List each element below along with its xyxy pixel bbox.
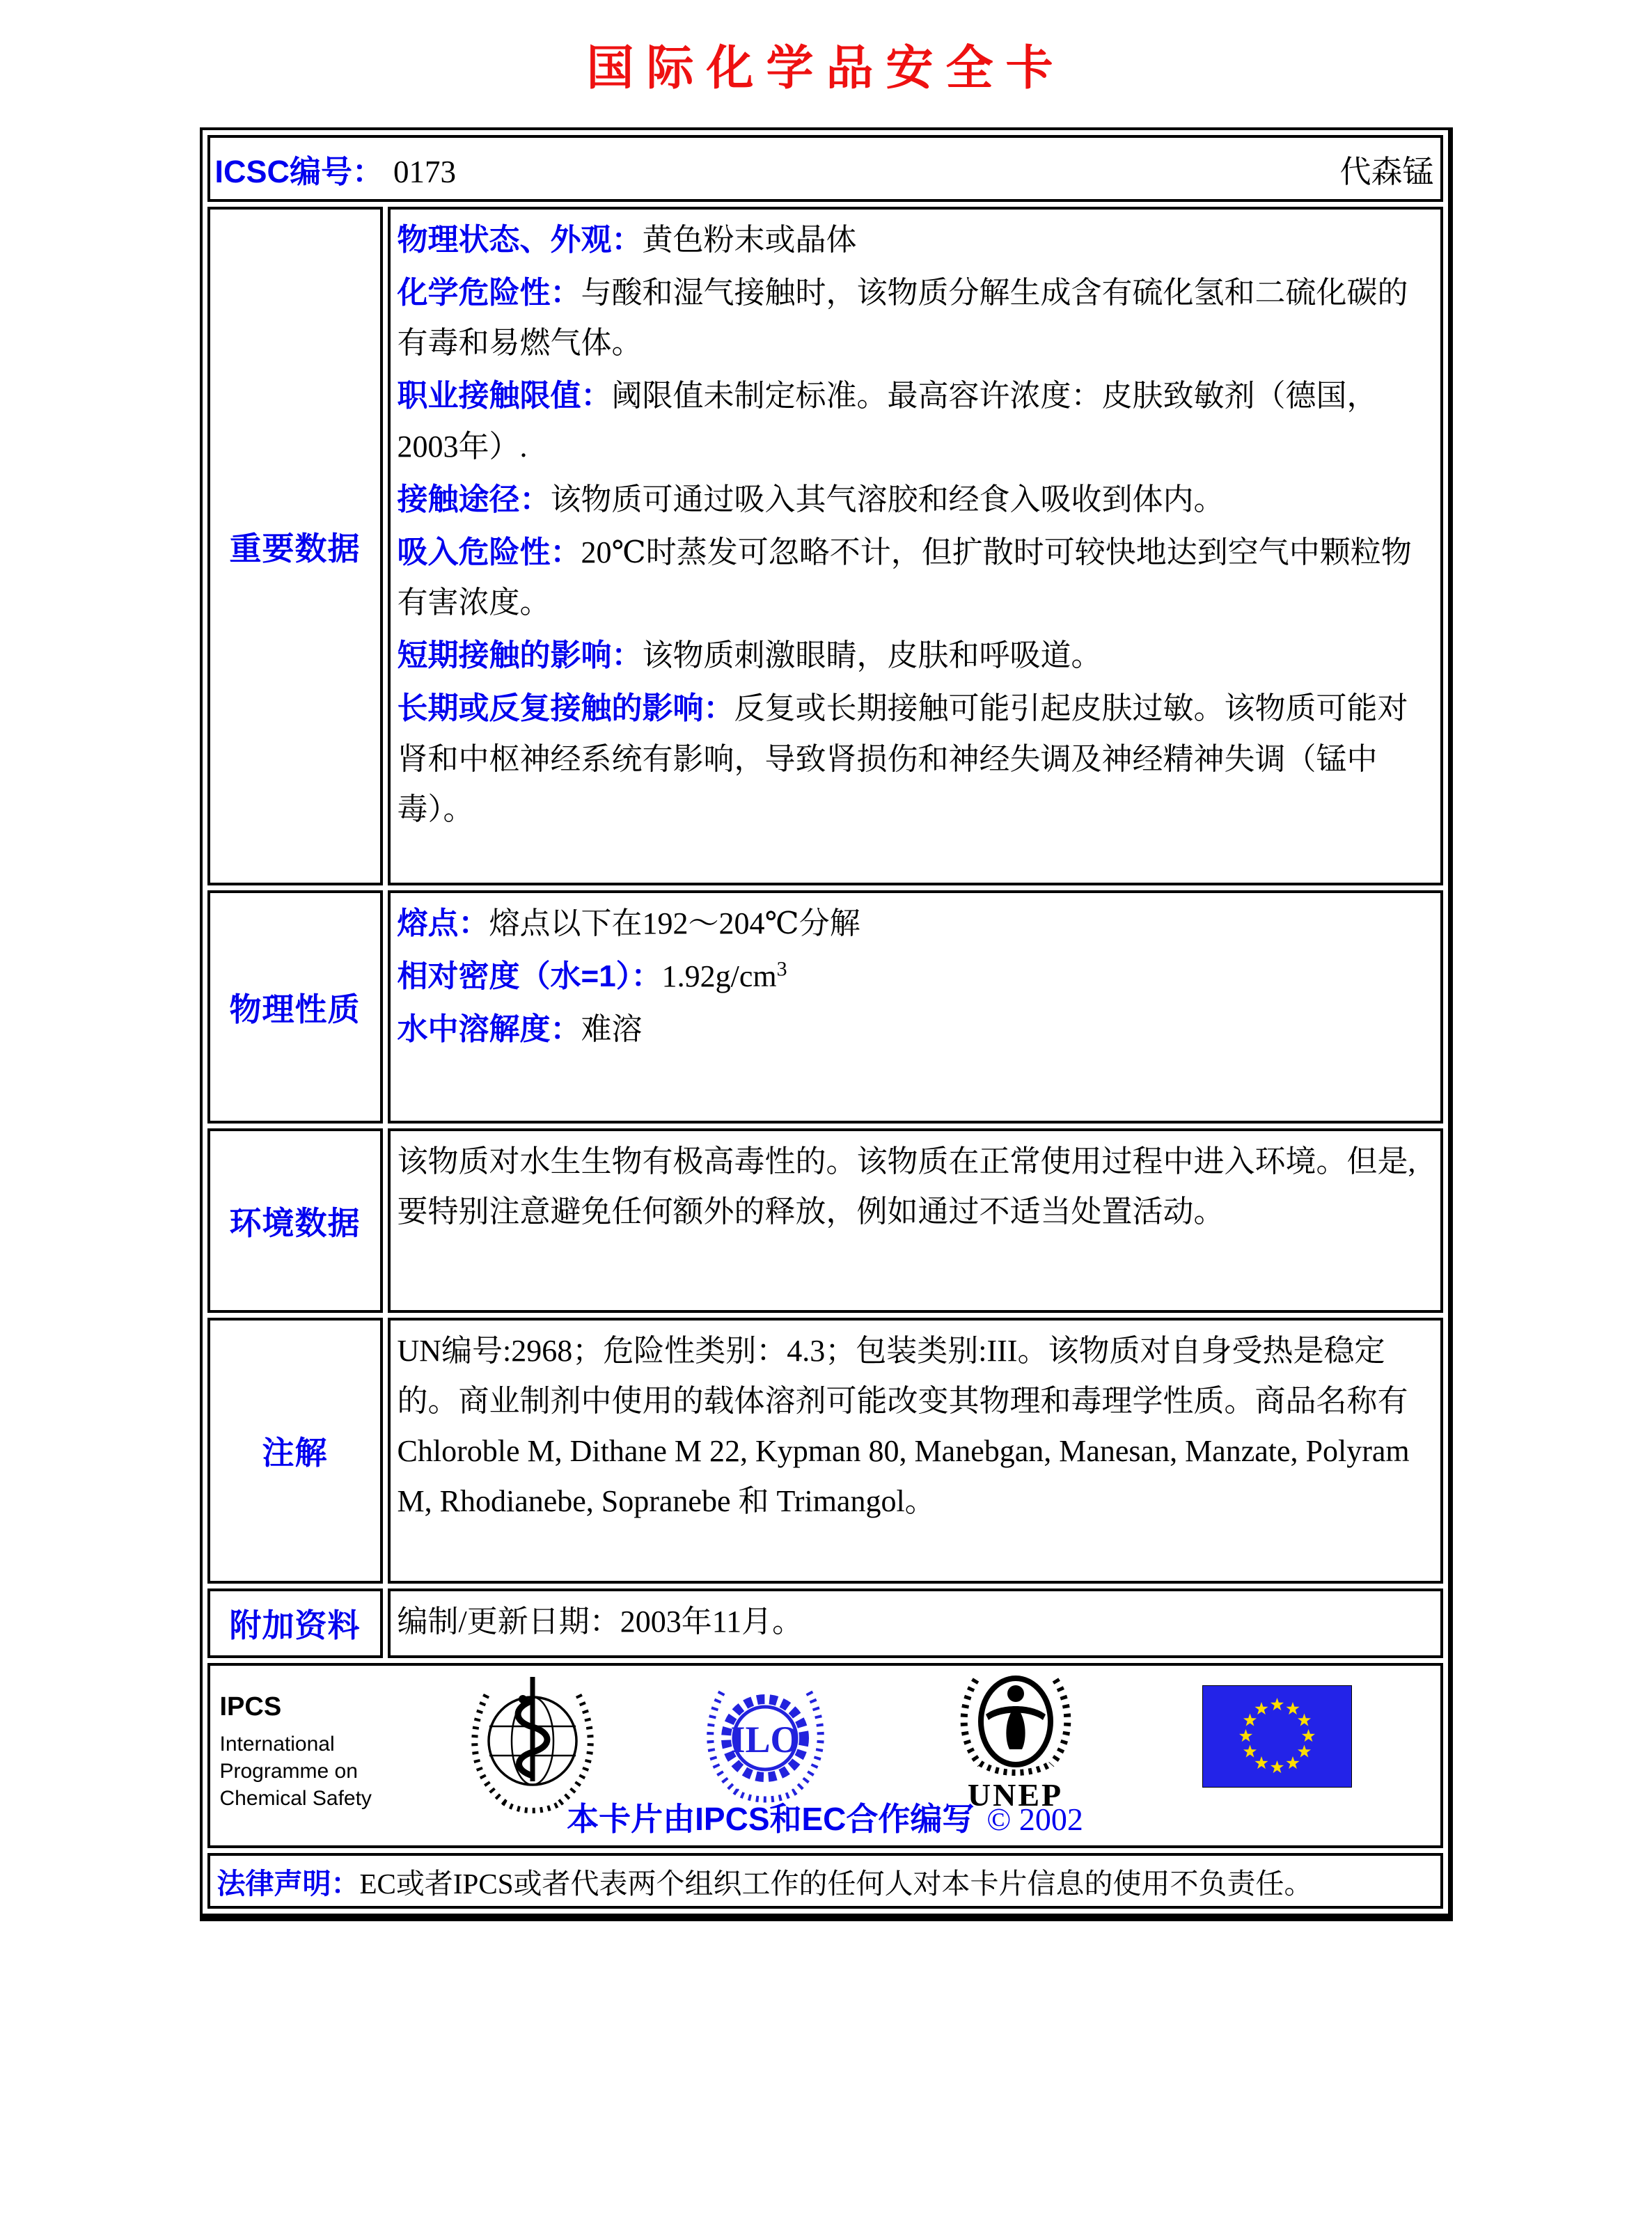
section-label-environmental-data: 环境数据 — [207, 1128, 383, 1313]
section-label-additional-info: 附加资料 — [207, 1588, 383, 1658]
header-cell — [207, 135, 1443, 202]
additional-info-text: 编制/更新日期：2003年11月。 — [397, 1605, 803, 1639]
physical-item: 熔点：熔点以下在192～204℃分解 — [397, 906, 860, 940]
legal-cell — [207, 1853, 1443, 1909]
ilo-logo-icon — [701, 1677, 830, 1806]
section-label-notes: 注解 — [207, 1318, 383, 1584]
chemical-name: 代森锰 — [1339, 154, 1434, 189]
notes-content — [388, 1318, 1443, 1584]
legal-text: EC或者IPCS或者代表两个组织工作的任何人对本卡片信息的使用不负责任。 — [359, 1867, 1313, 1900]
environmental-data-content — [388, 1128, 1443, 1313]
table-row — [207, 1588, 1443, 1658]
icsc-number-group — [215, 146, 457, 191]
cooperation-line — [210, 1794, 1440, 1840]
header-bar — [211, 146, 1440, 191]
important-item: 职业接触限值：阈限值未制定标准。最高容许浓度：皮肤致敏剂（德国，2003年）. — [397, 379, 1378, 464]
section-label-important-data: 重要数据 — [207, 207, 383, 885]
superscript: 3 — [776, 957, 787, 981]
table-row — [207, 1853, 1443, 1909]
important-item: 物理状态、外观：黄色粉末或晶体 — [397, 223, 857, 257]
table-row — [207, 1128, 1443, 1313]
legal-label: 法律声明： — [217, 1867, 360, 1900]
cooperation-text: 本卡片由IPCS和EC合作编写 — [567, 1801, 975, 1838]
important-item: 短期接触的影响：该物质刺激眼睛，皮肤和呼吸道。 — [397, 638, 1102, 673]
safety-card — [200, 127, 1453, 1921]
copyright-text: © 2002 — [986, 1802, 1083, 1838]
important-item: 化学危险性：与酸和湿气接触时，该物质分解生成含有硫化氢和二硫化碳的有毒和易燃气体。 — [397, 276, 1408, 361]
page-title: 国际化学品安全卡 — [586, 42, 1066, 95]
physical-item: 相对密度（水=1）：$1.92g/cm^3$ — [397, 957, 787, 994]
ipcs-line: Chemical Safety — [219, 1787, 372, 1811]
unep-wordmark: UNEP — [967, 1777, 1064, 1813]
ilo-letters: ILO — [730, 1719, 800, 1761]
safety-card-table — [203, 130, 1448, 1914]
table-row — [207, 135, 1443, 202]
important-item: 吸入危险性：20℃时蒸发可忽略不计，但扩散时可较快地达到空气中颗粒物有害浓度。 — [397, 535, 1412, 620]
unep-logo-block — [950, 1671, 1082, 1813]
table-row — [207, 1318, 1443, 1584]
logos-cell — [207, 1663, 1443, 1848]
important-item: 长期或反复接触的影响：反复或长期接触可能引起皮肤过敏。该物质可能对肾和中枢神经系统有影响，导致肾损伤和神经失调及神经精神失调（锰中毒）。 — [397, 691, 1408, 826]
eu-flag-icon — [1202, 1685, 1352, 1788]
section-label-physical-properties: 物理性质 — [207, 890, 383, 1124]
notes-text: UN编号:2968；危险性类别：4.3；包装类别:III。该物质对自身受热是稳定的。商业制剂中使用的载体溶剂可能改变其物理和毒理学性质。商品名称有Chloroble M, Dithane M 22, Kypman 80, Manebgan, Manesan, Manzate, Polyram M, Rhodianebe, Sopranebe 和 Trimangol。 — [397, 1334, 1410, 1519]
icsc-number-value: 0173 — [393, 154, 457, 189]
important-data-content — [388, 207, 1443, 885]
ipcs-acronym: IPCS — [219, 1692, 282, 1722]
physical-item: 水中溶解度：难溶 — [397, 1012, 643, 1047]
table-row — [207, 890, 1443, 1124]
ipcs-line: Programme on — [219, 1760, 358, 1783]
important-item: 接触途径：该物质可通过吸入其气溶胶和经食入吸收到体内。 — [397, 482, 1225, 517]
environmental-text: 该物质对水生生物有极高毒性的。该物质在正常使用过程中进入环境。但是,要特别注意避免任何额外的释放，例如通过不适当处置活动。 — [397, 1144, 1416, 1229]
ipcs-line: International — [219, 1733, 335, 1756]
table-row — [207, 207, 1443, 885]
table-row — [207, 1663, 1443, 1848]
icsc-number-label: ICSC编号： — [214, 153, 384, 189]
unep-logo-icon — [950, 1671, 1082, 1777]
additional-info-content — [388, 1588, 1443, 1658]
physical-properties-content — [388, 890, 1443, 1124]
